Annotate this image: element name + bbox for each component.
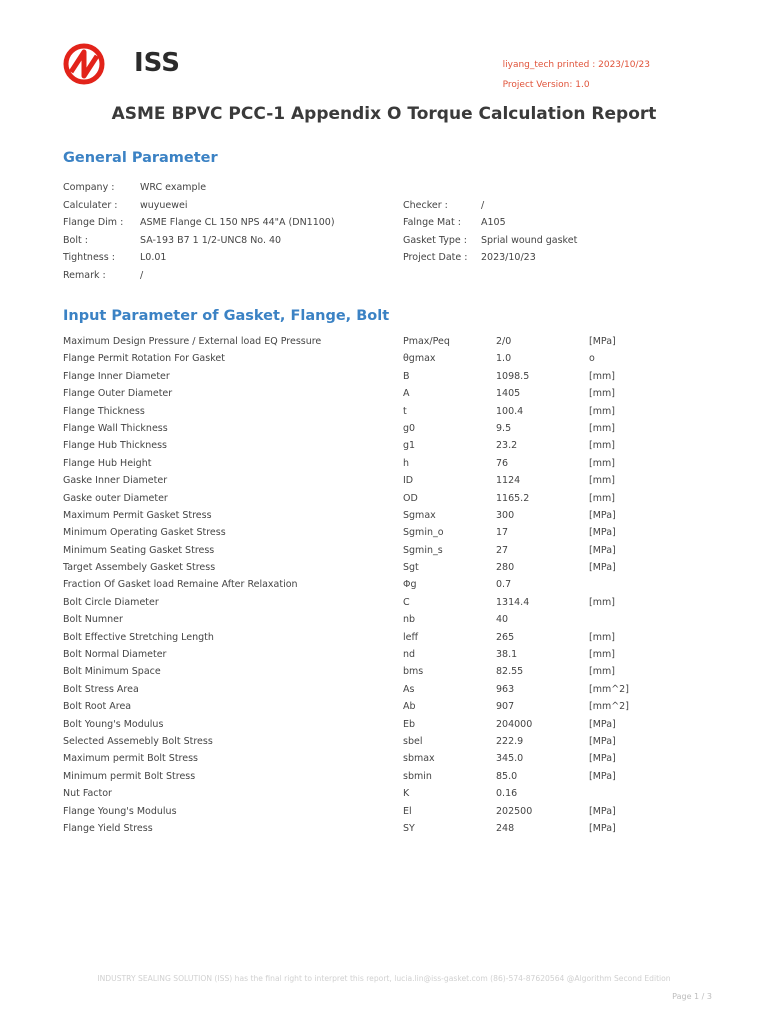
input-row <box>63 493 703 510</box>
version-line: Project Version: 1.0 <box>502 80 590 90</box>
input-parameter-table <box>63 336 703 840</box>
logo-text: ISS <box>134 48 180 78</box>
param-value: 248 <box>496 822 515 834</box>
param-symbol: bms <box>403 666 424 678</box>
general-row <box>63 200 703 218</box>
param-name: Maximum Design Pressure / External load EQ Pressure <box>63 336 322 347</box>
param-value: 907 <box>496 701 515 713</box>
param-value: 1314.4 <box>496 596 530 608</box>
param-value: 963 <box>496 683 515 695</box>
param-symbol: Sgmax <box>403 509 436 521</box>
param-unit: [mm] <box>589 370 615 382</box>
input-row <box>63 336 703 353</box>
input-row <box>63 614 703 631</box>
param-name: Bolt Numner <box>63 614 123 626</box>
param-value: 2/0 <box>496 336 512 347</box>
param-unit: [MPa] <box>589 562 616 574</box>
param-name: Gaske Inner Diameter <box>63 475 168 487</box>
param-symbol: t <box>403 405 407 417</box>
input-row <box>63 388 703 405</box>
param-name: Flange Thickness <box>63 405 145 417</box>
param-name: Maximum permit Bolt Stress <box>63 753 198 765</box>
param-name: Minimum permit Bolt Stress <box>63 770 196 782</box>
input-row <box>63 579 703 596</box>
general-value: L0.01 <box>140 252 167 264</box>
input-row <box>63 458 703 475</box>
param-value: 1165.2 <box>496 492 530 504</box>
input-row <box>63 353 703 370</box>
input-row <box>63 788 703 805</box>
general-heading: General Parameter <box>63 150 218 166</box>
param-symbol: g0 <box>403 422 416 434</box>
param-name: Flange Hub Thickness <box>63 440 168 452</box>
param-unit: [MPa] <box>589 735 616 747</box>
input-row <box>63 406 703 423</box>
printed-line: liyang_tech printed : 2023/10/23 <box>502 60 650 70</box>
param-symbol: ID <box>403 475 414 487</box>
param-unit: [MPa] <box>589 718 616 730</box>
general-label: Falnge Mat : <box>403 217 461 229</box>
general-label: Checker : <box>403 199 448 211</box>
param-symbol: sbmin <box>403 770 432 782</box>
param-value: 9.5 <box>496 422 512 434</box>
param-unit: [mm] <box>589 457 615 469</box>
param-unit: [MPa] <box>589 805 616 817</box>
param-value: 17 <box>496 527 509 539</box>
param-name: Gaske outer Diameter <box>63 492 168 504</box>
param-symbol: Eb <box>403 718 416 730</box>
footer-text: INDUSTRY SEALING SOLUTION (ISS) has the final right to interpret this report, lucia.lin@iss-gasket.com (86)-574-87620564 @Algorithm Second Edition <box>97 974 671 983</box>
general-value: SA-193 B7 1 1/2-UNC8 No. 40 <box>140 234 282 246</box>
param-unit: [mm^2] <box>589 683 629 695</box>
param-value: 202500 <box>496 805 533 817</box>
param-name: Bolt Stress Area <box>63 683 139 695</box>
param-symbol: A <box>403 388 410 400</box>
param-value: 1.0 <box>496 353 512 365</box>
param-name: Bolt Normal Diameter <box>63 649 167 661</box>
param-unit: [MPa] <box>589 509 616 521</box>
param-name: Flange Inner Diameter <box>63 370 170 382</box>
param-name: Flange Wall Thickness <box>63 422 168 434</box>
param-value: 82.55 <box>496 666 524 678</box>
param-symbol: SY <box>403 822 415 834</box>
param-value: 345.0 <box>496 753 524 765</box>
param-symbol: B <box>403 370 410 382</box>
param-symbol: Ab <box>403 701 416 713</box>
param-unit: [MPa] <box>589 770 616 782</box>
param-unit: [mm] <box>589 475 615 487</box>
input-row <box>63 736 703 753</box>
param-value: 23.2 <box>496 440 518 452</box>
param-value: 0.16 <box>496 788 518 800</box>
general-label: Remark : <box>63 269 106 281</box>
param-value: 1405 <box>496 388 521 400</box>
param-name: Bolt Young's Modulus <box>63 718 164 730</box>
param-symbol: Sgmin_o <box>403 527 444 539</box>
param-value: 265 <box>496 631 515 643</box>
general-label: Company : <box>63 182 115 193</box>
input-row <box>63 684 703 701</box>
input-row <box>63 545 703 562</box>
general-row <box>63 182 703 200</box>
general-value: wuyuewei <box>140 199 188 211</box>
input-row <box>63 562 703 579</box>
param-name: Target Assembely Gasket Stress <box>63 562 216 574</box>
param-symbol: Pmax/Peq <box>403 336 450 347</box>
input-row <box>63 806 703 823</box>
param-value: 280 <box>496 562 515 574</box>
param-symbol: sbel <box>403 735 423 747</box>
param-value: 0.7 <box>496 579 512 591</box>
param-name: Selected Assemebly Bolt Stress <box>63 735 213 747</box>
param-value: 300 <box>496 509 515 521</box>
general-label: Gasket Type : <box>403 234 467 246</box>
input-heading: Input Parameter of Gasket, Flange, Bolt <box>63 308 390 324</box>
input-row <box>63 371 703 388</box>
param-value: 40 <box>496 614 509 626</box>
general-label: Calculater : <box>63 199 118 211</box>
param-unit: [mm] <box>589 666 615 678</box>
param-symbol: El <box>403 805 412 817</box>
company-logo <box>62 42 182 86</box>
param-unit: [mm] <box>589 422 615 434</box>
input-row <box>63 597 703 614</box>
general-row <box>63 252 703 270</box>
param-name: Bolt Effective Stretching Length <box>63 631 214 643</box>
param-unit: [MPa] <box>589 544 616 556</box>
param-name: Bolt Root Area <box>63 701 132 713</box>
param-unit: [MPa] <box>589 822 616 834</box>
general-value: WRC example <box>140 182 207 193</box>
param-value: 222.9 <box>496 735 524 747</box>
general-value: / <box>481 199 485 211</box>
param-value: 85.0 <box>496 770 518 782</box>
general-value: A105 <box>481 217 506 229</box>
input-row <box>63 771 703 788</box>
param-unit: [mm] <box>589 596 615 608</box>
general-row <box>63 217 703 235</box>
input-row <box>63 423 703 440</box>
general-label: Flange Dim : <box>63 217 124 229</box>
general-label: Tightness : <box>63 252 115 264</box>
param-name: Fraction Of Gasket load Remaine After Relaxation <box>63 579 298 591</box>
param-name: Minimum Seating Gasket Stress <box>63 544 215 556</box>
param-symbol: C <box>403 596 410 608</box>
param-name: Nut Factor <box>63 788 112 800</box>
param-value: 76 <box>496 457 509 469</box>
iss-logo-icon <box>62 42 106 86</box>
general-value: / <box>140 269 144 281</box>
param-value: 204000 <box>496 718 533 730</box>
param-symbol: K <box>403 788 410 800</box>
param-unit: [mm] <box>589 388 615 400</box>
general-value: ASME Flange CL 150 NPS 44"A (DN1100) <box>140 217 335 229</box>
param-name: Flange Yield Stress <box>63 822 153 834</box>
param-unit: [MPa] <box>589 753 616 765</box>
param-unit: [mm] <box>589 405 615 417</box>
general-label: Bolt : <box>63 234 88 246</box>
general-row <box>63 270 703 288</box>
param-symbol: nd <box>403 649 416 661</box>
general-label: Project Date : <box>403 252 468 264</box>
input-row <box>63 632 703 649</box>
param-unit: [mm] <box>589 440 615 452</box>
general-row <box>63 235 703 253</box>
report-title: ASME BPVC PCC-1 Appendix O Torque Calculation Report <box>111 104 657 124</box>
param-name: Bolt Minimum Space <box>63 666 161 678</box>
param-unit: [mm] <box>589 649 615 661</box>
param-unit: [mm^2] <box>589 701 629 713</box>
param-symbol: θgmax <box>403 353 436 365</box>
input-row <box>63 440 703 457</box>
input-row <box>63 719 703 736</box>
param-symbol: Φg <box>403 579 417 591</box>
param-name: Flange Hub Height <box>63 457 152 469</box>
input-row <box>63 527 703 544</box>
param-symbol: h <box>403 457 410 469</box>
param-name: Flange Permit Rotation For Gasket <box>63 353 225 365</box>
param-symbol: As <box>403 683 415 695</box>
general-parameter-table <box>63 182 703 288</box>
param-unit: [MPa] <box>589 527 616 539</box>
param-value: 38.1 <box>496 649 518 661</box>
param-unit: [mm] <box>589 631 615 643</box>
param-symbol: g1 <box>403 440 416 452</box>
param-name: Maximum Permit Gasket Stress <box>63 509 212 521</box>
param-symbol: OD <box>403 492 418 504</box>
general-value: 2023/10/23 <box>481 252 536 264</box>
print-meta <box>503 55 650 95</box>
param-symbol: sbmax <box>403 753 435 765</box>
input-row <box>63 823 703 840</box>
input-row <box>63 510 703 527</box>
input-row <box>63 753 703 770</box>
param-name: Flange Outer Diameter <box>63 388 173 400</box>
general-value: Sprial wound gasket <box>481 234 578 246</box>
param-name: Flange Young's Modulus <box>63 805 177 817</box>
param-value: 100.4 <box>496 405 524 417</box>
param-unit: [MPa] <box>589 336 616 347</box>
param-unit: o <box>589 353 595 365</box>
input-row <box>63 666 703 683</box>
param-value: 27 <box>496 544 509 556</box>
param-value: 1098.5 <box>496 370 530 382</box>
input-row <box>63 701 703 718</box>
param-symbol: nb <box>403 614 416 626</box>
page-number: Page 1 / 3 <box>672 992 712 1001</box>
param-symbol: Sgt <box>403 562 419 574</box>
input-row <box>63 649 703 666</box>
param-name: Minimum Operating Gasket Stress <box>63 527 226 539</box>
param-symbol: Sgmin_s <box>403 544 443 556</box>
param-value: 1124 <box>496 475 521 487</box>
param-name: Bolt Circle Diameter <box>63 596 159 608</box>
input-row <box>63 475 703 492</box>
param-unit: [mm] <box>589 492 615 504</box>
param-symbol: leff <box>403 631 419 643</box>
